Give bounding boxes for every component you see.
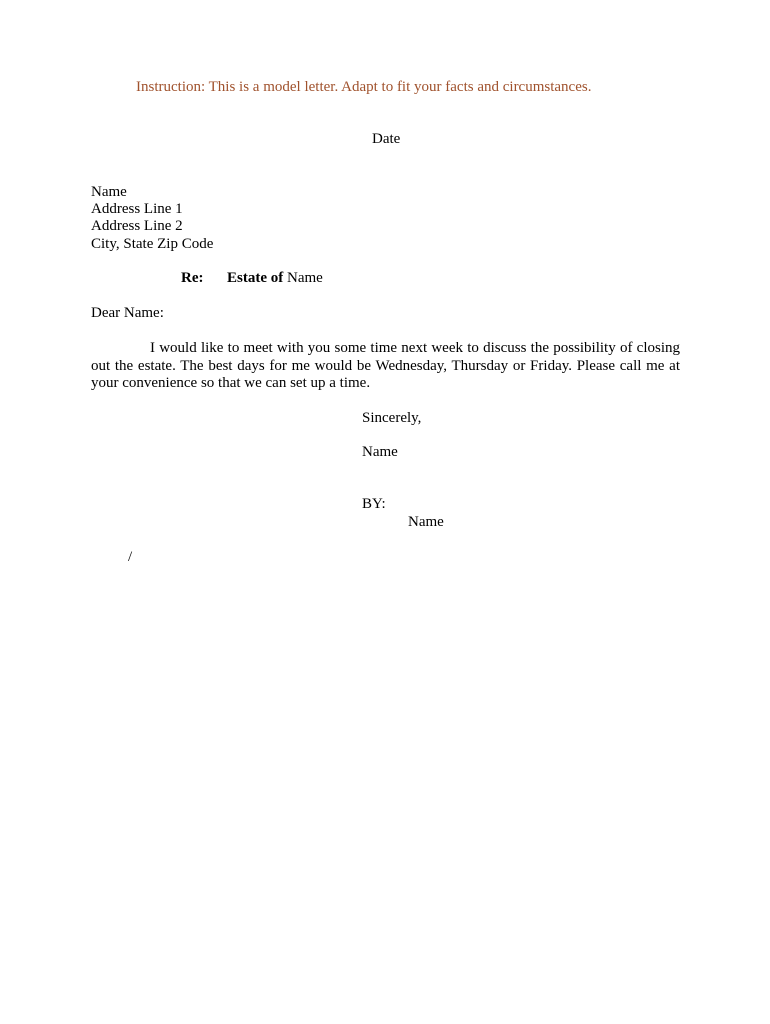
recipient-name: Name [91,184,127,200]
letter-date: Date [372,131,401,147]
salutation: Dear Name: [91,305,164,321]
re-estate-of: Estate of [227,270,284,286]
re-subject [227,270,323,287]
recipient-city-state-zip: City, State Zip Code [91,236,214,252]
letter-body-paragraph: I would like to meet with you some time next week to discuss the possibility of closing out the estate. The best days for me would be Wednesday, Thursday or Friday. Please call me at your convenience so that we can set up a time. [91,340,680,391]
closing: Sincerely, [362,410,422,426]
by-name: Name [408,514,444,530]
recipient-address-line-2: Address Line 2 [91,218,183,234]
footer-mark: / [128,549,133,565]
recipient-address-line-1: Address Line 1 [91,201,183,217]
re-label: Re: [181,270,204,286]
by-label: BY: [362,496,386,512]
re-estate-name: Name [283,270,323,286]
signer-name: Name [362,444,398,460]
instruction-note: Instruction: This is a model letter. Adapt to fit your facts and circumstances. [136,79,592,95]
